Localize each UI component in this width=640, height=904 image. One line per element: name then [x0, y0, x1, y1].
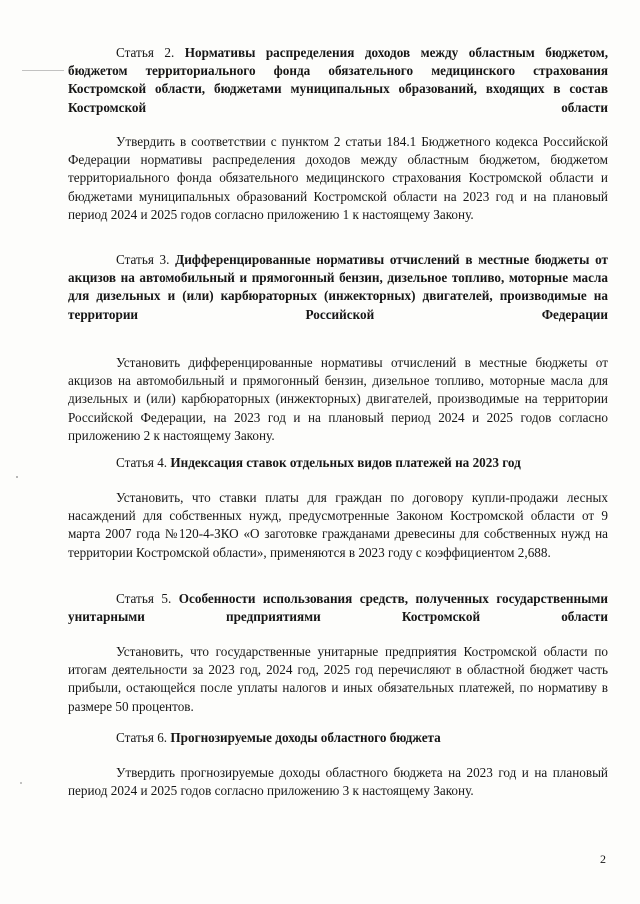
scan-artifact: [20, 782, 22, 784]
article-label: Статья 3.: [116, 252, 170, 267]
scan-artifact: [16, 476, 18, 478]
article-label: Статья 5.: [116, 591, 172, 606]
article-3-heading: [68, 251, 608, 324]
article-6-heading: [68, 729, 608, 747]
article-title: Дифференцированные нормативы отчислений в местные бюджеты от акцизов на автомобильный и прямогонный бензин, дизельное топливо, моторные масла для дизельных и (или) карбюраторных (инжекторных) двигателей, производимые на территории Российской Федерации: [68, 252, 608, 322]
article-3-text: Установить дифференцированные нормативы отчислений в местные бюджеты от акцизов на автомобильный и прямогонный бензин, дизельное топливо, моторные масла для дизельных и (или) карбюраторных (инжекторных) двигателей, производимые на территории Российской Федерации, на 2023 год и на плановый период 2024 и 2025 годов согласно приложению 2 к настоящему Закону.: [68, 355, 608, 443]
article-title: Нормативы распределения доходов между областным бюджетом, бюджетом территориального фонда обязательного медицинского страхования Костромской области, бюджетами муниципальных образований, входящих в состав Костромской области: [68, 45, 609, 115]
article-4-text: Установить, что ставки платы для граждан по договору купли-продажи лесных насаждений для собственных нужд, предусмотренные Законом Костромской области от 9 марта 2007 года №120-4-ЗКО «О заготовке гражданами древесины для собственных нужд на территории Костромской области», применяются в 2023 году с коэффициентом 2,688.: [68, 490, 608, 560]
scan-artifact: [22, 70, 64, 71]
article-title: Индексация ставок отдельных видов платежей на 2023 год: [170, 455, 521, 470]
page-number: 2: [600, 852, 606, 866]
article-label: Статья 6.: [116, 730, 168, 745]
article-label: Статья 4.: [116, 455, 168, 470]
article-6-text: Утвердить прогнозируемые доходы областного бюджета на 2023 год и на плановый период 2024 и 2025 годов согласно приложению 3 к настоящему Закону.: [68, 765, 608, 799]
article-label: Статья 2.: [116, 45, 175, 60]
article-5-text: Установить, что государственные унитарные предприятия Костромской области по итогам деятельности за 2023 год, 2024 год, 2025 год перечисляют в областной бюджет часть прибыли, остающейся после уплаты налогов и иных обязательных платежей, по нормативу в размере 50 процентов.: [68, 644, 608, 714]
article-4-heading: [68, 454, 608, 472]
article-5-heading: [68, 590, 608, 626]
article-2-heading: [68, 44, 608, 117]
article-title: Особенности использования средств, полученных государственными унитарными предприятиями Костромской области: [68, 591, 609, 625]
article-title: Прогнозируемые доходы областного бюджета: [170, 730, 441, 745]
article-2-text: Утвердить в соответствии с пунктом 2 статьи 184.1 Бюджетного кодекса Российской Федерации нормативы распределения доходов между областным бюджетом, бюджетом территориального фонда обязательного медицинского страхования Костромской области и бюджетами муниципальных образований Костромской области на 2023 год и на плановый период 2024 и 2025 годов согласно приложению 1 к настоящему Закону.: [68, 134, 608, 222]
